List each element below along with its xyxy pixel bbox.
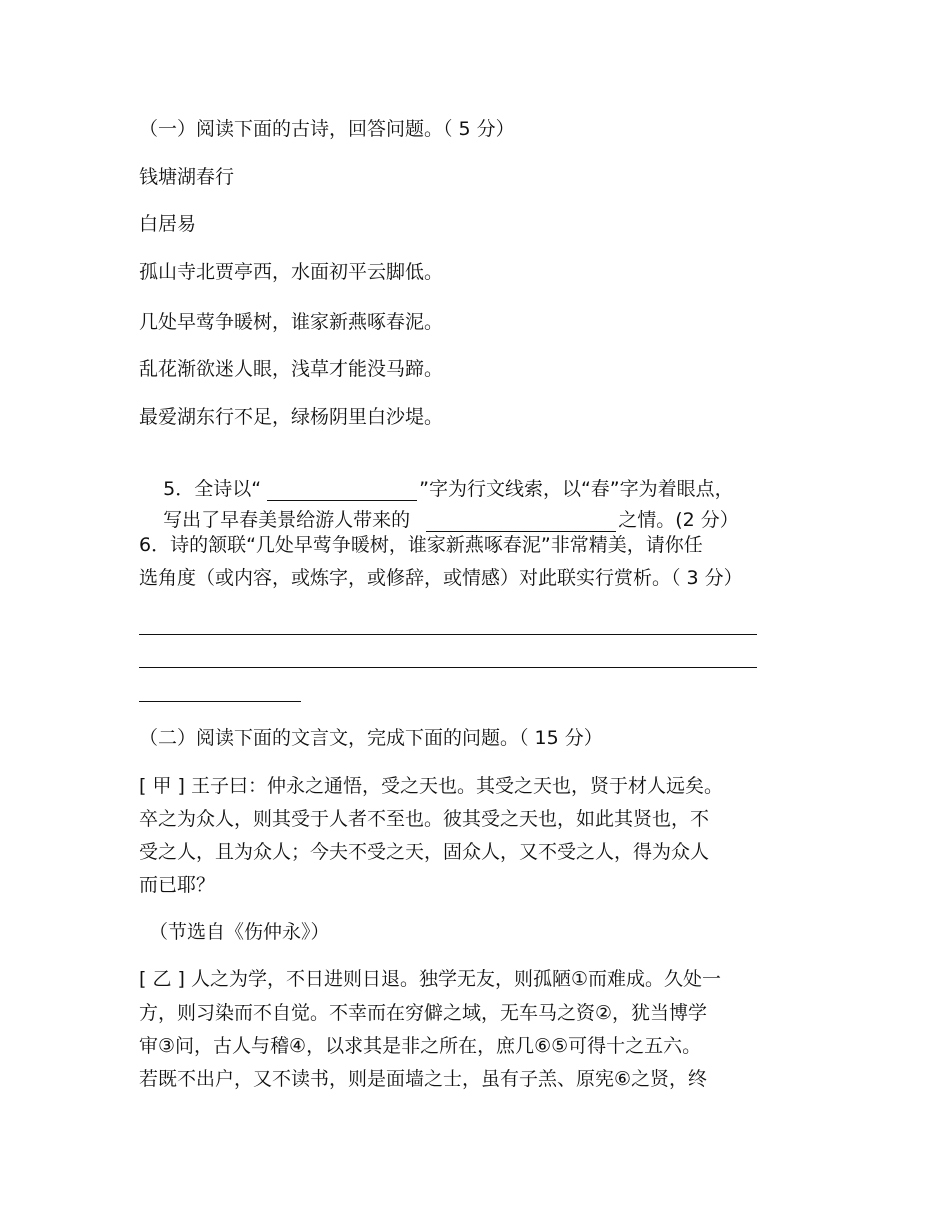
jia-text-line: [ 甲 ] 王子曰：仲永之通悟，受之天也。其受之天也，贤于材人远矣。 xyxy=(139,775,723,797)
poem-line: 最爱湖东行不足，绿杨阴里白沙堤。 xyxy=(139,406,444,428)
jia-text-line: 而已耶？ xyxy=(139,874,216,896)
poem-line: 乱花渐欲迷人眼，浅草才能没马蹄。 xyxy=(139,358,444,380)
answer-line[interactable] xyxy=(139,667,757,668)
section2-header: （二）阅读下面的文言文，完成下面的问题。（ 15 分） xyxy=(139,727,603,749)
yi-text-line: 若既不出户，又不读书，则是面墙之士，虽有子羔、原宪⑥之贤，终 xyxy=(139,1068,708,1090)
yi-text-line: 审③问，古人与稽④，以求其是非之所在，庶几⑥⑤可得十之五六。 xyxy=(139,1035,702,1057)
question-6-line-2: 选角度（或内容，或炼字，或修辞，或情感）对此联实行赏析。（ 3 分） xyxy=(139,567,743,589)
section1-header: （一）阅读下面的古诗，回答问题。（ 5 分） xyxy=(139,118,515,140)
poem-title: 钱塘湖春行 xyxy=(139,166,235,188)
question-6-line-1: 6．诗的颔联“几处早莺争暖树，谁家新燕啄春泥”非常精美，请你任 xyxy=(139,534,703,556)
yi-text-line: 方，则习染而不自觉。不幸而在穷僻之域，无车马之资②，犹当博学 xyxy=(139,1002,708,1024)
q5-blank-2[interactable] xyxy=(426,511,616,532)
yi-text-line: [ 乙 ] 人之为学，不日进则日退。独学无友，则孤陋①而难成。久处一 xyxy=(139,968,721,990)
jia-text-line: 受之人，且为众人；今夫不受之天，固众人，又不受之人，得为众人 xyxy=(139,841,710,863)
poem-line: 孤山寺北贾亭西，水面初平云脚低。 xyxy=(139,261,444,283)
q5-prefix-2: 写出了早春美景给游人带来的 xyxy=(163,509,411,531)
jia-text-line: 卒之为众人，则其受于人者不至也。彼其受之天也，如此其贤也，不 xyxy=(139,808,710,830)
answer-line[interactable] xyxy=(139,634,757,635)
q5-prefix: 5．全诗以“ xyxy=(163,478,262,500)
jia-source: （节选自《伤仲永》） xyxy=(149,921,330,943)
poem-line: 几处早莺争暖树，谁家新燕啄春泥。 xyxy=(139,311,444,333)
answer-line[interactable] xyxy=(139,701,301,702)
q5-suffix: ”字为行文线索，以“春”字为着眼点， xyxy=(419,478,734,500)
q5-suffix-2: 之情。(2 分） xyxy=(618,509,739,531)
poem-author: 白居易 xyxy=(139,213,197,235)
